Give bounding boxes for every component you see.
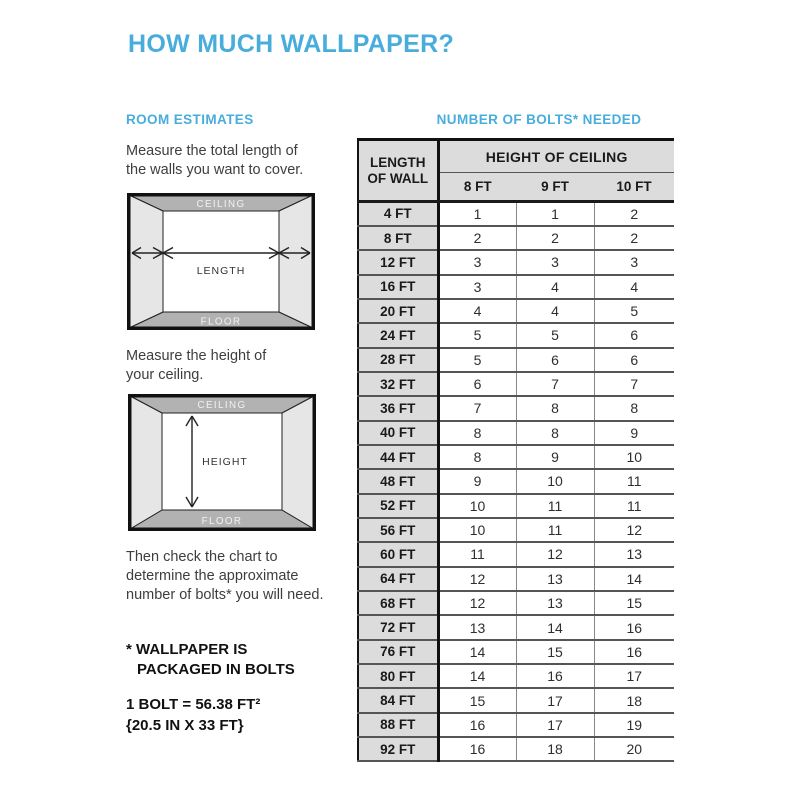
bolts-9ft-cell: 5 (516, 323, 594, 347)
table-row (358, 469, 674, 493)
bolts-8ft-cell: 10 (438, 518, 516, 542)
step1-line2: the walls you want to cover. (126, 162, 304, 178)
bolts-10ft-cell: 8 (594, 396, 674, 420)
bolts-8ft-cell: 7 (438, 396, 516, 420)
right-wall-panel (279, 195, 313, 328)
wall-length-cell: 44 FT (358, 445, 438, 469)
bolts-9ft-cell: 1 (516, 202, 594, 226)
bolts-8ft-cell: 5 (438, 348, 516, 372)
bolts-9ft-cell: 15 (516, 640, 594, 664)
table-row (358, 737, 674, 761)
bolts-8ft-cell: 6 (438, 372, 516, 396)
wall-length-cell: 68 FT (358, 591, 438, 615)
height-diagram (128, 394, 316, 531)
table-row (358, 542, 674, 566)
ceiling-label: CEILING (197, 400, 247, 411)
length-diagram (127, 193, 315, 330)
col-header-8ft: 8 FT (438, 173, 516, 202)
footnote-line2: PACKAGED IN BOLTS (137, 661, 295, 678)
wall-length-cell: 16 FT (358, 275, 438, 299)
left-wall-panel (129, 195, 163, 328)
bolts-9ft-cell: 8 (516, 396, 594, 420)
bolts-8ft-cell: 1 (438, 202, 516, 226)
wall-length-cell: 8 FT (358, 226, 438, 250)
bolts-9ft-cell: 18 (516, 737, 594, 761)
table-row (358, 713, 674, 737)
step3-line3: number of bolts* you will need. (126, 587, 324, 603)
wall-length-cell: 52 FT (358, 494, 438, 518)
bolts-10ft-cell: 19 (594, 713, 674, 737)
bolts-10ft-cell: 18 (594, 688, 674, 712)
bolts-9ft-cell: 11 (516, 518, 594, 542)
step3-line2: determine the approximate (126, 568, 299, 584)
bolts-8ft-cell: 3 (438, 250, 516, 274)
bolts-8ft-cell: 16 (438, 713, 516, 737)
bolts-8ft-cell: 14 (438, 664, 516, 688)
wall-length-cell: 20 FT (358, 299, 438, 323)
bolts-8ft-cell: 15 (438, 688, 516, 712)
bolts-10ft-cell: 14 (594, 567, 674, 591)
table-header-row-1 (358, 140, 674, 173)
table-row (358, 250, 674, 274)
table-row (358, 518, 674, 542)
length-diagram-svg (127, 193, 315, 330)
bolts-8ft-cell: 9 (438, 469, 516, 493)
bolts-10ft-cell: 11 (594, 469, 674, 493)
step2-line1: Measure the height of (126, 348, 267, 364)
wall-length-cell: 64 FT (358, 567, 438, 591)
table-row (358, 640, 674, 664)
bolts-8ft-cell: 12 (438, 567, 516, 591)
bolts-9ft-cell: 17 (516, 688, 594, 712)
bolts-8ft-cell: 10 (438, 494, 516, 518)
wall-length-cell: 28 FT (358, 348, 438, 372)
wall-length-cell: 56 FT (358, 518, 438, 542)
wall-length-cell: 24 FT (358, 323, 438, 347)
bolts-10ft-cell: 4 (594, 275, 674, 299)
wall-length-cell: 36 FT (358, 396, 438, 420)
table-row (358, 226, 674, 250)
table-row (358, 323, 674, 347)
wall-length-cell: 72 FT (358, 615, 438, 639)
bolts-10ft-cell: 17 (594, 664, 674, 688)
bolts-10ft-cell: 16 (594, 615, 674, 639)
bolts-9ft-cell: 10 (516, 469, 594, 493)
step3-line1: Then check the chart to (126, 549, 278, 565)
table-row (358, 664, 674, 688)
bolts-8ft-cell: 3 (438, 275, 516, 299)
col-header-9ft: 9 FT (516, 173, 594, 202)
bolts-8ft-cell: 12 (438, 591, 516, 615)
bolts-table-heading: NUMBER OF BOLTS* NEEDED (436, 112, 642, 127)
wall-length-cell: 32 FT (358, 372, 438, 396)
height-diagram-svg (128, 394, 316, 531)
bolts-9ft-cell: 13 (516, 567, 594, 591)
bolts-10ft-cell: 7 (594, 372, 674, 396)
length-of-wall-line1: LENGTH (370, 154, 426, 170)
bolts-10ft-cell: 6 (594, 323, 674, 347)
bolts-10ft-cell: 5 (594, 299, 674, 323)
bolts-10ft-cell: 15 (594, 591, 674, 615)
wall-length-cell: 76 FT (358, 640, 438, 664)
bolts-10ft-cell: 2 (594, 202, 674, 226)
bolts-9ft-cell: 7 (516, 372, 594, 396)
bolts-table (357, 138, 674, 762)
wall-length-cell: 40 FT (358, 421, 438, 445)
bolts-10ft-cell: 10 (594, 445, 674, 469)
bolt-info-line2: {20.5 IN X 33 FT} (126, 717, 244, 734)
bolts-10ft-cell: 13 (594, 542, 674, 566)
table-row (358, 567, 674, 591)
bolts-10ft-cell: 20 (594, 737, 674, 761)
left-wall-panel (130, 396, 162, 529)
bolts-10ft-cell: 11 (594, 494, 674, 518)
wall-length-cell: 84 FT (358, 688, 438, 712)
step1-text (126, 142, 303, 180)
bolts-8ft-cell: 11 (438, 542, 516, 566)
floor-label: FLOOR (200, 316, 242, 328)
length-of-wall-header (358, 140, 438, 202)
bolts-8ft-cell: 5 (438, 323, 516, 347)
table-row (358, 688, 674, 712)
bolts-footnote (126, 640, 295, 680)
bolts-9ft-cell: 12 (516, 542, 594, 566)
length-of-wall-line2: OF WALL (367, 170, 429, 186)
bolts-9ft-cell: 9 (516, 445, 594, 469)
length-label: LENGTH (196, 265, 246, 277)
bolts-9ft-cell: 16 (516, 664, 594, 688)
bolt-info-line1: 1 BOLT = 56.38 FT² (126, 696, 261, 713)
table-row (358, 372, 674, 396)
floor-label: FLOOR (201, 516, 243, 527)
wall-length-cell: 48 FT (358, 469, 438, 493)
table-row (358, 396, 674, 420)
back-wall-panel (163, 211, 279, 312)
bolts-8ft-cell: 8 (438, 445, 516, 469)
table-row (358, 275, 674, 299)
right-wall-panel (282, 396, 314, 529)
bolts-table-body (358, 202, 674, 762)
table-row (358, 494, 674, 518)
table-row (358, 348, 674, 372)
bolts-9ft-cell: 3 (516, 250, 594, 274)
bolts-8ft-cell: 2 (438, 226, 516, 250)
step2-text (126, 347, 266, 385)
bolts-10ft-cell: 6 (594, 348, 674, 372)
bolts-9ft-cell: 6 (516, 348, 594, 372)
ceiling-label: CEILING (196, 199, 246, 210)
wall-length-cell: 60 FT (358, 542, 438, 566)
bolts-10ft-cell: 16 (594, 640, 674, 664)
footnote-line1: * WALLPAPER IS (126, 641, 248, 658)
wall-length-cell: 92 FT (358, 737, 438, 761)
step1-line1: Measure the total length of (126, 143, 298, 159)
table-row (358, 445, 674, 469)
col-header-10ft: 10 FT (594, 173, 674, 202)
bolts-8ft-cell: 16 (438, 737, 516, 761)
wall-length-cell: 80 FT (358, 664, 438, 688)
table-row (358, 202, 674, 226)
height-label: HEIGHT (202, 456, 248, 468)
bolts-8ft-cell: 8 (438, 421, 516, 445)
bolts-9ft-cell: 13 (516, 591, 594, 615)
bolts-9ft-cell: 2 (516, 226, 594, 250)
bolts-9ft-cell: 8 (516, 421, 594, 445)
bolts-8ft-cell: 13 (438, 615, 516, 639)
height-of-ceiling-header: HEIGHT OF CEILING (438, 140, 674, 173)
wall-length-cell: 88 FT (358, 713, 438, 737)
page-title: HOW MUCH WALLPAPER? (128, 30, 455, 58)
bolts-10ft-cell: 9 (594, 421, 674, 445)
bolts-10ft-cell: 12 (594, 518, 674, 542)
bolts-8ft-cell: 14 (438, 640, 516, 664)
bolts-10ft-cell: 2 (594, 226, 674, 250)
bolts-9ft-cell: 4 (516, 275, 594, 299)
table-row (358, 591, 674, 615)
step3-text (126, 548, 323, 605)
wall-length-cell: 12 FT (358, 250, 438, 274)
table-row (358, 615, 674, 639)
bolts-8ft-cell: 4 (438, 299, 516, 323)
wall-length-cell: 4 FT (358, 202, 438, 226)
table-row (358, 299, 674, 323)
table-row (358, 421, 674, 445)
bolts-9ft-cell: 11 (516, 494, 594, 518)
bolts-10ft-cell: 3 (594, 250, 674, 274)
bolt-size-info (126, 694, 260, 736)
step2-line2: your ceiling. (126, 367, 204, 383)
bolts-9ft-cell: 4 (516, 299, 594, 323)
bolts-9ft-cell: 17 (516, 713, 594, 737)
bolts-9ft-cell: 14 (516, 615, 594, 639)
room-estimates-heading: ROOM ESTIMATES (126, 112, 254, 127)
